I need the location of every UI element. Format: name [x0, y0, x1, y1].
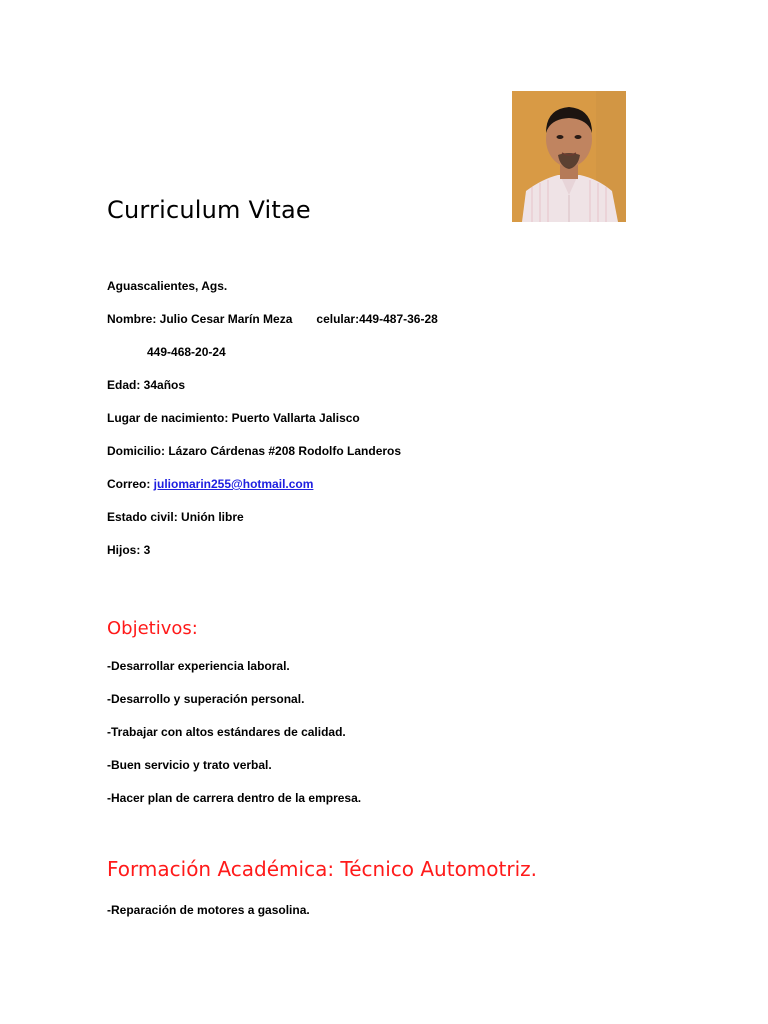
objective-item: -Desarrollo y superación personal. [107, 692, 305, 706]
birthplace-line: Lugar de nacimiento: Puerto Vallarta Jalisco [107, 411, 360, 425]
age-line: Edad: 34años [107, 378, 186, 392]
mobile-phone-text: celular:449-487-36-28 [316, 312, 438, 326]
alternate-phone-line: 449-468-20-24 [147, 345, 226, 359]
person-photo-icon [512, 91, 626, 222]
email-line [107, 477, 313, 491]
children-line: Hijos: 3 [107, 543, 151, 557]
education-item: -Reparación de motores a gasolina. [107, 903, 310, 917]
objective-item: -Desarrollar experiencia laboral. [107, 659, 290, 673]
objective-item: -Hacer plan de carrera dentro de la empresa. [107, 791, 362, 805]
profile-photo [512, 91, 626, 222]
email-label: Correo: [107, 477, 154, 491]
email-link[interactable]: juliomarin255@hotmail.com [153, 477, 314, 491]
objective-item: -Buen servicio y trato verbal. [107, 758, 272, 772]
education-heading: Formación Académica: Técnico Automotriz. [107, 857, 537, 881]
address-line: Domicilio: Lázaro Cárdenas #208 Rodolfo Landeros [107, 444, 402, 458]
location-line: Aguascalientes, Ags. [107, 279, 228, 293]
document-title: Curriculum Vitae [107, 196, 311, 224]
name-line [107, 312, 438, 326]
objectives-heading: Objetivos: [107, 618, 198, 639]
civil-status-line: Estado civil: Unión libre [107, 510, 244, 524]
objective-item: -Trabajar con altos estándares de calidad. [107, 725, 346, 739]
name-text: Nombre: Julio Cesar Marín Meza [107, 312, 293, 326]
